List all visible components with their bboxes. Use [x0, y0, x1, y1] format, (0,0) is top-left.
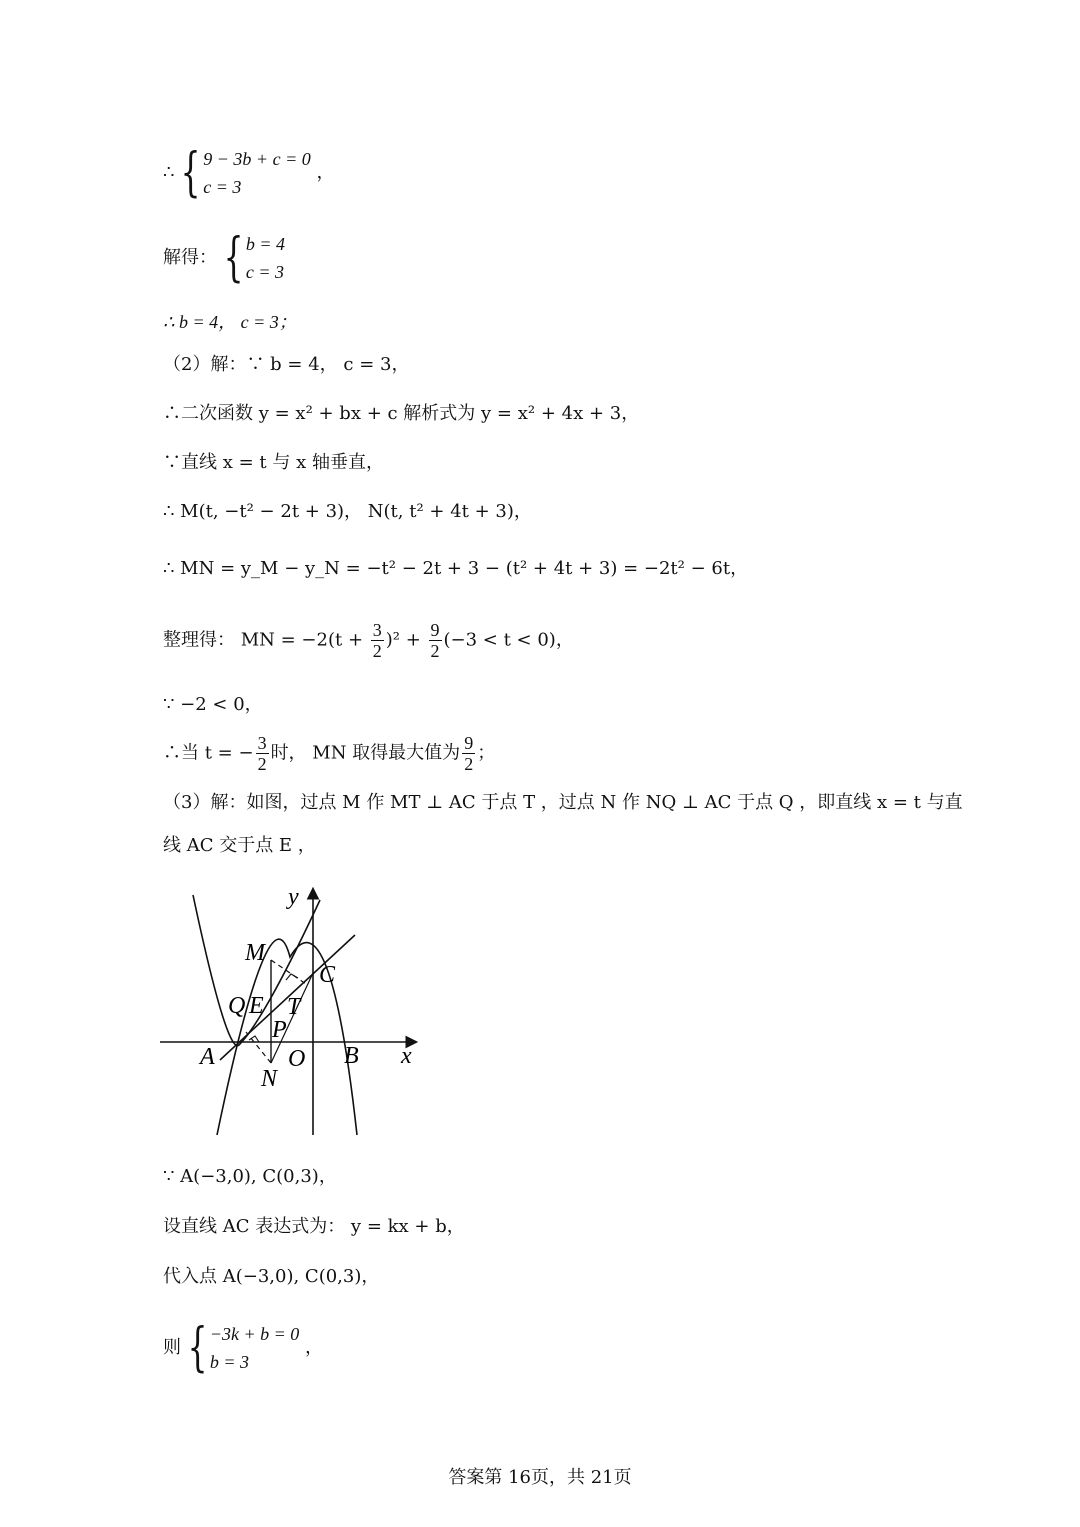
denominator: 2	[372, 641, 382, 661]
label-e: E	[249, 993, 264, 1019]
text-span: (−3 < t < 0)，	[443, 629, 574, 651]
text-line: ∵直线 x = t 与 x 轴垂直，	[163, 452, 384, 473]
text-span: 整理得： MN = −2	[163, 629, 328, 651]
fraction	[371, 620, 384, 661]
page-footer: 答案第 16页，共 21页	[448, 1467, 632, 1488]
then-label: 则	[163, 1337, 181, 1358]
brace: {	[187, 1318, 208, 1378]
label-q: Q	[228, 993, 246, 1019]
punctuation: ，	[316, 162, 335, 183]
label-o: O	[288, 1046, 306, 1072]
numerator: 3	[257, 733, 267, 753]
equation-row: −3k + b = 0	[209, 1324, 300, 1344]
equation-row: b = 4	[245, 234, 285, 254]
text-line: 线 AC 交于点 E ，	[163, 835, 316, 856]
equation-row: b = 3	[209, 1352, 249, 1372]
therefore-symbol: ∴	[163, 162, 175, 183]
label-t: T	[287, 994, 301, 1020]
text-span: (t +	[327, 629, 369, 651]
text-span: ；	[477, 742, 496, 764]
text-line	[163, 733, 495, 774]
text-span: )² +	[385, 629, 427, 651]
text-line: ∴ M(t, −t² − 2t + 3)， N(t, t² + 4t + 3)，	[163, 501, 532, 522]
text-line: 设直线 AC 表达式为： y = kx + b，	[163, 1216, 465, 1237]
parabola-up	[193, 895, 320, 1046]
label-y: y	[288, 884, 299, 910]
segment-nq	[246, 1032, 271, 1063]
label-a: A	[200, 1044, 215, 1070]
numerator: 9	[464, 733, 474, 753]
label-x: x	[401, 1043, 412, 1069]
equation-system	[187, 1320, 300, 1376]
text-line: （3）解：如图，过点 M 作 MT ⊥ AC 于点 T ，过点 N 作 NQ ⊥ AC 于点 Q ，即直线 x = t 与直	[163, 792, 963, 813]
equation-row: 9 − 3b + c = 0	[203, 149, 311, 169]
equation-row: c = 3	[245, 262, 284, 282]
text-line	[163, 620, 574, 661]
text-line: ∴ b = 4， c = 3；	[163, 312, 297, 332]
text-line: ∵ A(−3,0), C(0,3)，	[163, 1166, 337, 1187]
label-n: N	[261, 1066, 278, 1092]
text-line: 代入点 A(−3,0), C(0,3)，	[163, 1266, 380, 1287]
text-span: ∴当 t = −	[163, 742, 254, 764]
denominator: 2	[257, 754, 267, 774]
label-p: P	[272, 1017, 287, 1043]
parabola-figure	[160, 880, 430, 1145]
label-c: C	[319, 962, 336, 988]
denominator: 2	[464, 754, 474, 774]
solve-label: 解得：	[163, 247, 217, 268]
fraction	[256, 733, 269, 774]
solution-system	[163, 230, 285, 286]
punctuation: ，	[305, 1337, 323, 1358]
fraction	[429, 620, 442, 661]
label-b: B	[344, 1043, 359, 1069]
equation-system	[180, 145, 311, 201]
numerator: 9	[430, 620, 440, 640]
label-m: M	[245, 940, 265, 966]
equation-row: c = 3	[203, 177, 242, 197]
numerator: 3	[372, 620, 382, 640]
eq-system-1	[163, 145, 334, 201]
text-line: ∴二次函数 y = x² + bx + c 解析式为 y = x² + 4x + 3，	[163, 403, 640, 424]
eq-system-2	[163, 1320, 323, 1376]
right-angle-mark	[286, 974, 298, 980]
brace: {	[180, 143, 201, 203]
brace: {	[223, 228, 244, 288]
text-line: （2）解：∵ b = 4， c = 3，	[163, 354, 410, 375]
text-span: 时， MN 取得最大值为	[270, 742, 461, 764]
denominator: 2	[430, 641, 440, 661]
fraction	[462, 733, 475, 774]
equation-system	[223, 230, 285, 286]
text-line: ∵ −2 < 0，	[163, 694, 263, 715]
text-line: ∴ MN = y_M − y_N = −t² − 2t + 3 − (t² + 4t + 3) = −2t² − 6t，	[163, 558, 749, 579]
